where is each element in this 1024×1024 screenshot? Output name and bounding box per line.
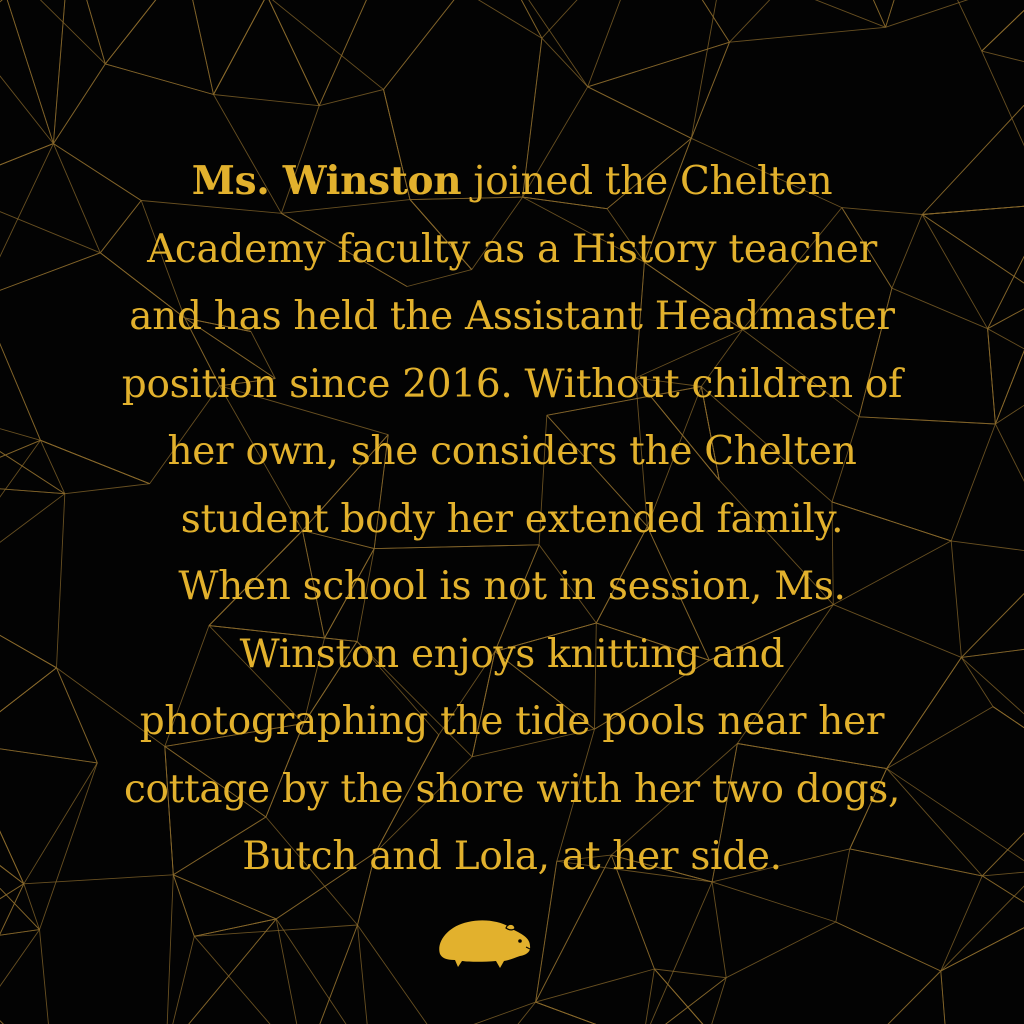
- guinea-pig-icon: [434, 914, 534, 970]
- network-line: [0, 743, 24, 884]
- network-line: [0, 440, 41, 595]
- bio-line-1-text: joined the Chelten: [461, 159, 833, 204]
- network-line: [0, 930, 40, 1024]
- network-line: [0, 298, 41, 441]
- bio-line-1: [40, 148, 984, 216]
- network-line: [542, 38, 588, 87]
- network-line: [588, 0, 651, 87]
- network-line: [0, 803, 24, 883]
- network-line: [840, 0, 885, 27]
- network-line: [0, 803, 24, 883]
- network-line: [691, 42, 729, 138]
- network-line: [982, 770, 1024, 876]
- network-line: [982, 51, 1024, 70]
- bio-line-10: cottage by the shore with her two dogs,: [123, 766, 901, 812]
- network-line: [0, 440, 41, 484]
- network-line: [319, 0, 390, 106]
- network-line: [982, 770, 1024, 876]
- bio-line-3: and has held the Assistant Headmaster: [129, 294, 895, 339]
- network-line: [0, 803, 40, 929]
- network-line: [494, 0, 542, 38]
- network-line: [859, 971, 941, 1024]
- network-line: [988, 329, 1024, 375]
- network-line: [651, 0, 730, 42]
- network-line: [536, 1002, 643, 1024]
- teacher-name: Ms. Winston: [191, 158, 462, 204]
- network-line: [859, 971, 941, 1024]
- network-line: [0, 0, 70, 32]
- network-line: [993, 707, 1024, 770]
- network-line: [0, 803, 24, 883]
- network-line: [988, 297, 1024, 328]
- network-line: [40, 930, 54, 1024]
- network-line: [384, 0, 495, 90]
- network-line: [726, 922, 836, 978]
- network-line: [982, 876, 1024, 916]
- network-line: [0, 298, 41, 441]
- network-line: [536, 1002, 643, 1024]
- network-line: [941, 971, 952, 1024]
- network-line: [919, 0, 981, 51]
- network-line: [982, 871, 1024, 876]
- bio-line-7: When school is not in session, Ms.: [178, 564, 846, 609]
- network-line: [305, 925, 358, 1024]
- network-line: [643, 969, 655, 1024]
- network-line: [536, 1002, 643, 1024]
- network-line: [995, 424, 1024, 556]
- network-line: [276, 919, 371, 1024]
- network-line: [643, 882, 712, 1024]
- bio-line-9: photographing the tide pools near her: [139, 699, 885, 744]
- network-line: [0, 0, 70, 32]
- bio-line-6: student body her extended family.: [180, 496, 844, 542]
- network-line: [70, 0, 106, 64]
- network-line: [0, 884, 24, 946]
- network-line: [0, 884, 24, 1024]
- network-line: [267, 0, 384, 90]
- network-line: [988, 329, 996, 424]
- network-line: [982, 0, 1024, 51]
- network-line: [941, 916, 1024, 971]
- network-line: [185, 0, 214, 95]
- network-line: [0, 32, 53, 144]
- network-line: [105, 0, 184, 64]
- network-line: [941, 971, 952, 1024]
- network-line: [0, 884, 24, 1024]
- network-line: [0, 743, 24, 884]
- network-line: [105, 0, 184, 64]
- network-line: [0, 803, 40, 929]
- network-line: [185, 0, 214, 95]
- network-line: [53, 64, 105, 144]
- network-line: [390, 0, 542, 38]
- network-line: [0, 0, 53, 144]
- network-line: [993, 707, 1024, 770]
- network-line: [588, 42, 730, 87]
- network-line: [941, 916, 1024, 971]
- bio-line-5: her own, she considers the Chelten: [167, 429, 857, 474]
- network-line: [886, 0, 1024, 27]
- network-line: [70, 0, 106, 64]
- network-line: [988, 204, 1024, 329]
- network-line: [982, 0, 1024, 51]
- network-line: [319, 0, 390, 106]
- network-line: [536, 969, 655, 1002]
- network-line: [384, 0, 495, 90]
- network-line: [542, 0, 651, 38]
- network-line: [840, 0, 885, 27]
- network-line: [886, 0, 920, 27]
- network-line: [988, 204, 1024, 329]
- network-line: [993, 707, 1024, 770]
- network-line: [993, 707, 1024, 770]
- network-line: [982, 876, 1024, 916]
- network-line: [588, 87, 692, 139]
- bio-line-8: Winston enjoys knitting and: [239, 631, 785, 677]
- network-line: [276, 919, 304, 1024]
- network-line: [982, 0, 1024, 51]
- network-line: [988, 297, 1024, 328]
- network-line: [982, 0, 1024, 51]
- network-line: [886, 0, 920, 27]
- network-line: [536, 1002, 643, 1024]
- network-line: [691, 0, 723, 138]
- network-line: [730, 27, 886, 42]
- network-line: [712, 882, 726, 978]
- network-line: [371, 1002, 536, 1024]
- network-line: [319, 90, 383, 106]
- network-line: [0, 884, 24, 946]
- network-line: [0, 743, 24, 884]
- network-line: [730, 0, 841, 42]
- network-line: [105, 64, 213, 95]
- network-line: [24, 884, 40, 930]
- bio-line-4: position since 2016. Without children of: [121, 361, 903, 407]
- network-line: [214, 95, 320, 106]
- network-line: [305, 925, 358, 1024]
- bio-line-11: Butch and Lola, at her side.: [242, 834, 782, 879]
- network-line: [494, 0, 542, 38]
- network-line: [105, 0, 184, 64]
- network-line: [0, 440, 41, 484]
- network-line: [0, 0, 53, 144]
- network-line: [995, 375, 1024, 424]
- network-line: [358, 925, 371, 1024]
- bio-line-2: Academy faculty as a History teacher: [147, 226, 877, 272]
- network-line: [836, 922, 941, 971]
- network-line: [166, 875, 173, 1024]
- bio-paragraph: [40, 148, 984, 891]
- network-line: [651, 0, 730, 42]
- network-line: [214, 0, 267, 95]
- network-line: [654, 969, 726, 978]
- network-line: [941, 916, 1024, 971]
